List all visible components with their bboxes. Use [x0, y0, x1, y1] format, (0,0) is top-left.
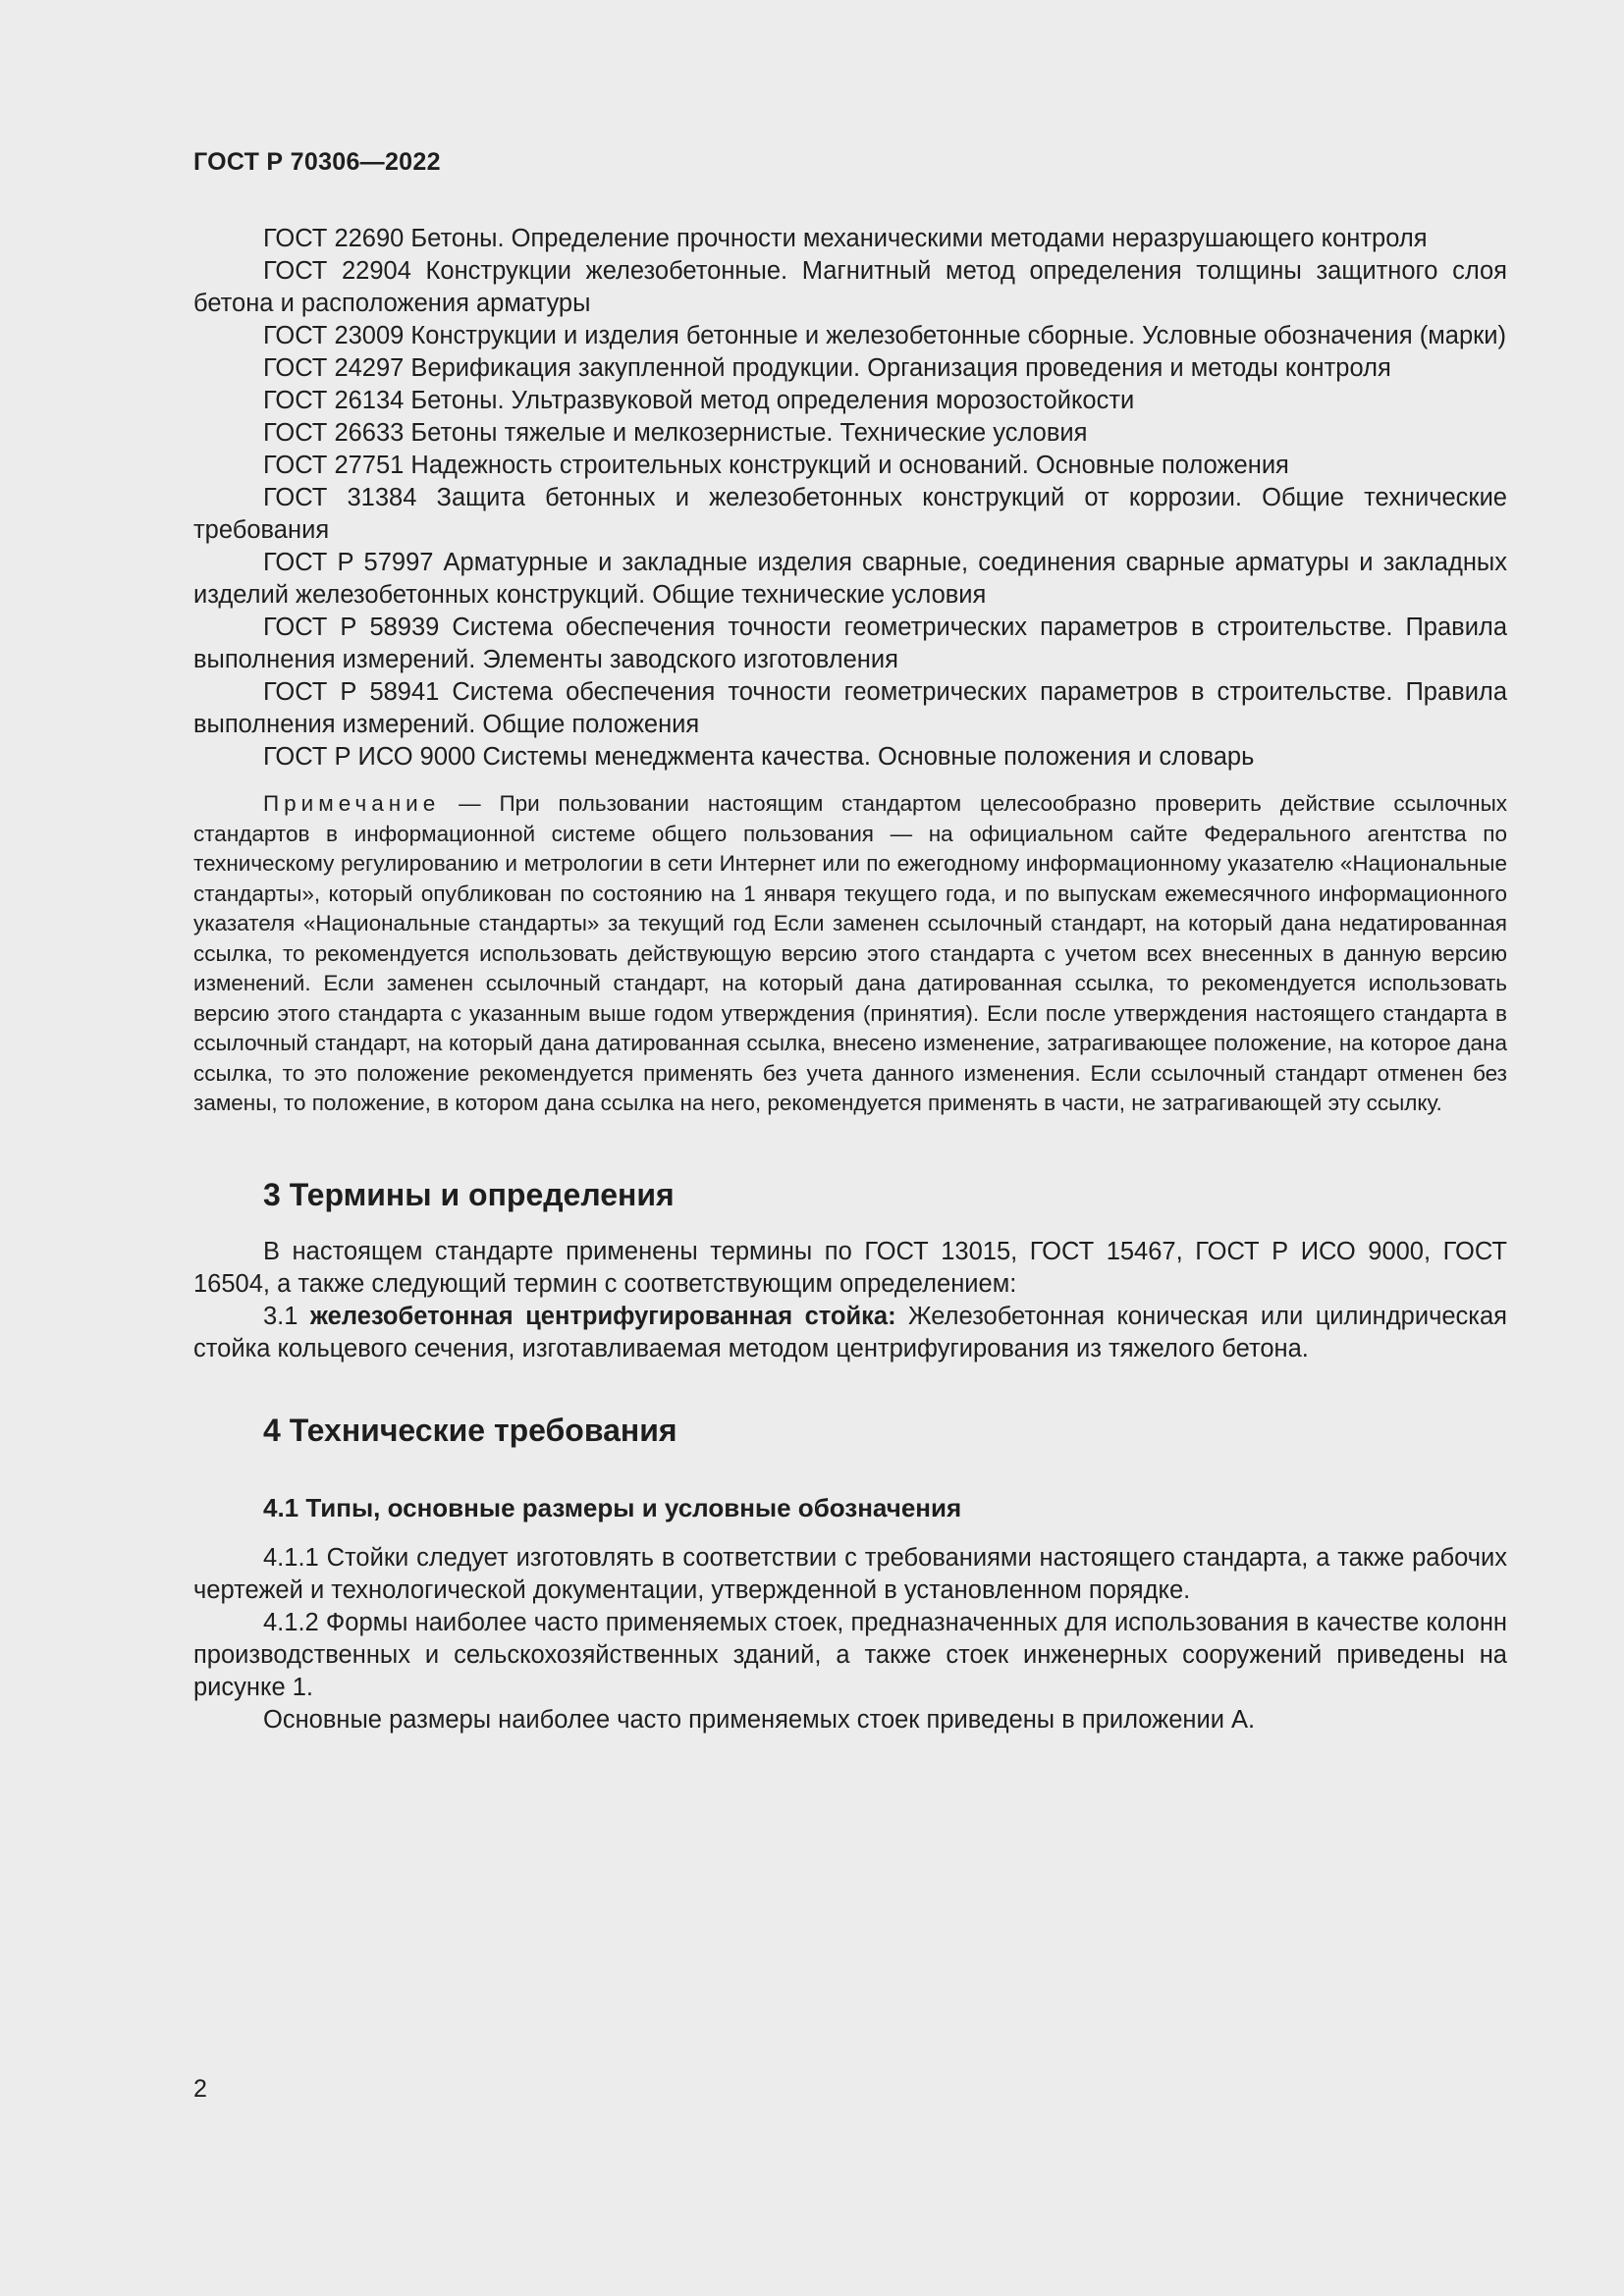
- reference-item: ГОСТ 26134 Бетоны. Ультразвуковой метод определения морозостойкости: [263, 387, 1135, 414]
- clause-4-1-2: 4.1.2 Формы наиболее часто применяемых стоек, предназначенных для использования в качестве колонн производственных и сельскохозяйственных зданий, а также стоек инженерных сооружений приведены на рисунке 1.: [193, 1608, 1507, 1701]
- reference-item: ГОСТ 23009 Конструкции и изделия бетонные и железобетонные сборные. Условные обозначения (марки): [263, 322, 1507, 349]
- term-number: 3.1: [263, 1302, 310, 1330]
- reference-item: ГОСТ Р 58939 Система обеспечения точности геометрических параметров в строительстве. Правила выполнения измерений. Элементы заводского изготовления: [193, 614, 1507, 673]
- document-header-code: ГОСТ Р 70306—2022: [193, 148, 441, 176]
- note-dash: —: [440, 791, 500, 816]
- reference-item: ГОСТ Р 57997 Арматурные и закладные изделия сварные, соединения сварные арматуры и закладных изделий железобетонных конструкций. Общие технические условия: [193, 549, 1507, 609]
- reference-item: ГОСТ 31384 Защита бетонных и железобетонных конструкций от коррозии. Общие технические требования: [193, 484, 1507, 544]
- term-definition-text: Железобетонная коническая или цилиндрическая стойка кольцевого сечения, изготавливаемая методом центрифугирования из тяжелого бетона.: [193, 1302, 1507, 1362]
- term-definition-3-1: [193, 1301, 1507, 1365]
- reference-item: ГОСТ Р ИСО 9000 Системы менеджмента качества. Основные положения и словарь: [263, 743, 1255, 771]
- references-note: [193, 789, 1507, 1119]
- term-name: железобетонная центрифугированная стойка:: [309, 1302, 896, 1330]
- clause-4-1-2-continuation: Основные размеры наиболее часто применяемых стоек приведены в приложении А.: [263, 1705, 1256, 1734]
- note-label: Примечание: [263, 791, 441, 816]
- reference-item: ГОСТ 26633 Бетоны тяжелые и мелкозернистые. Технические условия: [263, 419, 1088, 447]
- reference-item: ГОСТ 27751 Надежность строительных конструкций и оснований. Основные положения: [263, 452, 1289, 479]
- clause-4-1-1: 4.1.1 Стойки следует изготовлять в соответствии с требованиями настоящего стандарта, а также рабочих чертежей и технологической документации, утвержденной в установленном порядке.: [193, 1543, 1507, 1604]
- section-3-heading: 3 Термины и определения: [263, 1176, 675, 1212]
- document-body: [193, 223, 1507, 1736]
- section-3-intro: В настоящем стандарте применены термины по ГОСТ 13015, ГОСТ 15467, ГОСТ Р ИСО 9000, ГОСТ 16504, а также следующий термин с соответствующим определением:: [193, 1237, 1507, 1298]
- section-4-heading: 4 Технические требования: [263, 1412, 677, 1448]
- reference-item: ГОСТ Р 58941 Система обеспечения точности геометрических параметров в строительстве. Правила выполнения измерений. Общие положения: [193, 678, 1507, 738]
- reference-item: ГОСТ 22690 Бетоны. Определение прочности механическими методами неразрушающего контроля: [263, 225, 1428, 252]
- normative-references-list: [193, 223, 1507, 774]
- reference-item: ГОСТ 24297 Верификация закупленной продукции. Организация проведения и методы контроля: [263, 354, 1391, 382]
- page-number: 2: [193, 2075, 207, 2103]
- note-text: При пользовании настоящим стандартом целесообразно проверить действие ссылочных стандартов в информационной системе общего пользования — на официальном сайте Федерального агентства по техническому регулированию и метрологии в сети Интернет или по ежегодному информационному указателю «Национальные стандарты», который опубликован по состоянию на 1 января текущего года, и по выпускам ежемесячного информационного указателя «Национальные стандарты» за текущий год Если заменен ссылочный стандарт, на который дана недатированная ссылка, то рекомендуется использовать действующую версию этого стандарта с учетом всех внесенных в данную версию изменений. Если заменен ссылочный стандарт, на который дана датированная ссылка, то рекомендуется использовать версию этого стандарта с указанным выше годом утверждения (принятия). Если после утверждения настоящего стандарта в ссылочный стандарт, на который дана датированная ссылка, внесено изменение, затрагивающее положение, на которое дана ссылка, то это положение рекомендуется применять без учета данного изменения. Если ссылочный стандарт отменен без замены, то положение, в котором дана ссылка на него, рекомендуется применять в части, не затрагивающей эту ссылку.: [193, 791, 1507, 1115]
- subsection-4-1-heading: 4.1 Типы, основные размеры и условные обозначения: [263, 1492, 962, 1522]
- reference-item: ГОСТ 22904 Конструкции железобетонные. Магнитный метод определения толщины защитного слоя бетона и расположения арматуры: [193, 257, 1507, 317]
